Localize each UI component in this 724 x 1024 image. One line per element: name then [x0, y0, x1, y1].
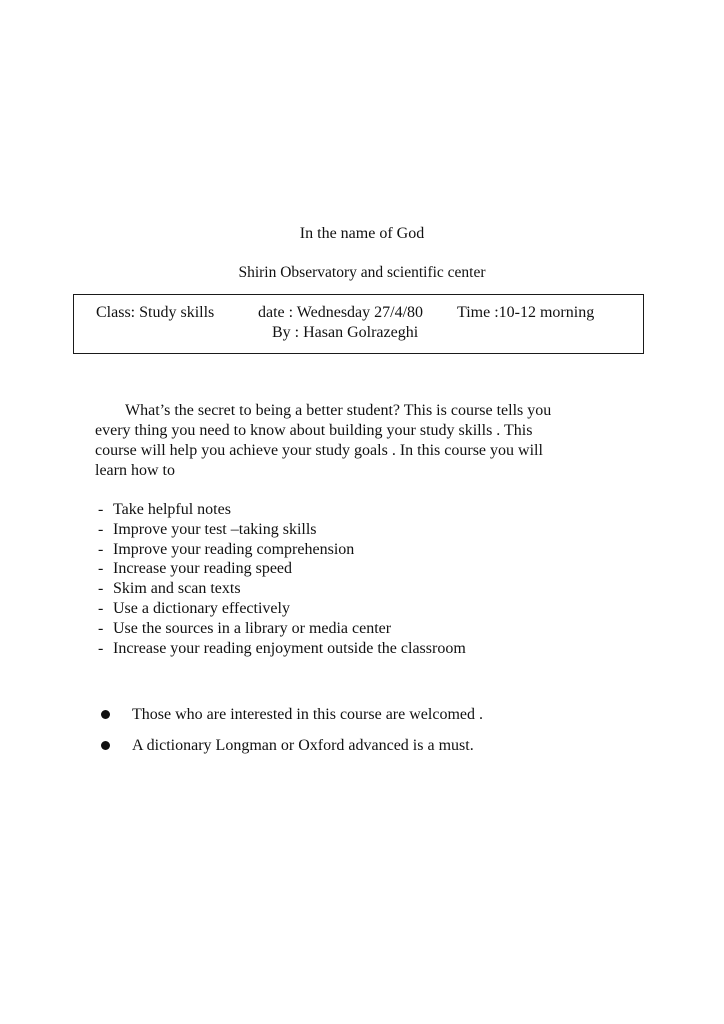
skills-list	[98, 500, 466, 658]
list-item-text: Use a dictionary effectively	[113, 599, 290, 617]
organization-name: Shirin Observatory and scientific center	[238, 264, 486, 281]
page-title: In the name of God	[299, 225, 425, 242]
list-item-text: Improve your reading comprehension	[113, 540, 355, 558]
note-text: Those who are interested in this course are welcomed .	[132, 706, 483, 723]
list-item	[98, 619, 466, 639]
dash-marker: -	[98, 580, 104, 598]
intro-line: every thing you need to know about building your study skills . This	[95, 422, 533, 439]
intro-line: course will help you achieve your study goals . In this course you will	[95, 442, 543, 459]
list-item	[98, 500, 466, 520]
intro-paragraph	[95, 401, 595, 481]
list-item-text: Use the sources in a library or media center	[113, 619, 392, 637]
dash-marker: -	[98, 540, 104, 558]
list-item-text: Improve your test –taking skills	[113, 520, 317, 538]
list-item-text: Take helpful notes	[113, 501, 231, 518]
dash-marker: -	[98, 599, 104, 617]
class-date: date : Wednesday 27/4/80	[258, 304, 424, 321]
list-item-text: Skim and scan texts	[113, 580, 241, 598]
bullet-icon	[101, 741, 110, 750]
list-item	[98, 599, 466, 619]
list-item	[98, 540, 466, 560]
intro-line: learn how to	[95, 462, 175, 479]
dash-marker: -	[98, 560, 104, 578]
bullet-icon	[101, 710, 110, 719]
list-item	[98, 520, 466, 540]
list-item-text: Increase your reading enjoyment outside the classroom	[113, 639, 466, 657]
list-item-text: Increase your reading speed	[113, 560, 293, 578]
class-name: Class: Study skills	[96, 304, 215, 321]
dash-marker: -	[98, 501, 104, 518]
instructor-name: By : Hasan Golrazeghi	[272, 324, 419, 341]
dash-marker: -	[98, 619, 104, 637]
intro-line: What’s the secret to being a better student? This is course tells you	[125, 402, 552, 419]
list-item	[98, 639, 466, 659]
list-item	[98, 559, 466, 579]
class-time: Time :10-12 morning	[457, 304, 595, 321]
list-item	[98, 579, 466, 599]
note-text: A dictionary Longman or Oxford advanced is a must.	[132, 737, 474, 754]
class-info-box	[73, 294, 644, 354]
dash-marker: -	[98, 520, 104, 538]
dash-marker: -	[98, 639, 104, 657]
